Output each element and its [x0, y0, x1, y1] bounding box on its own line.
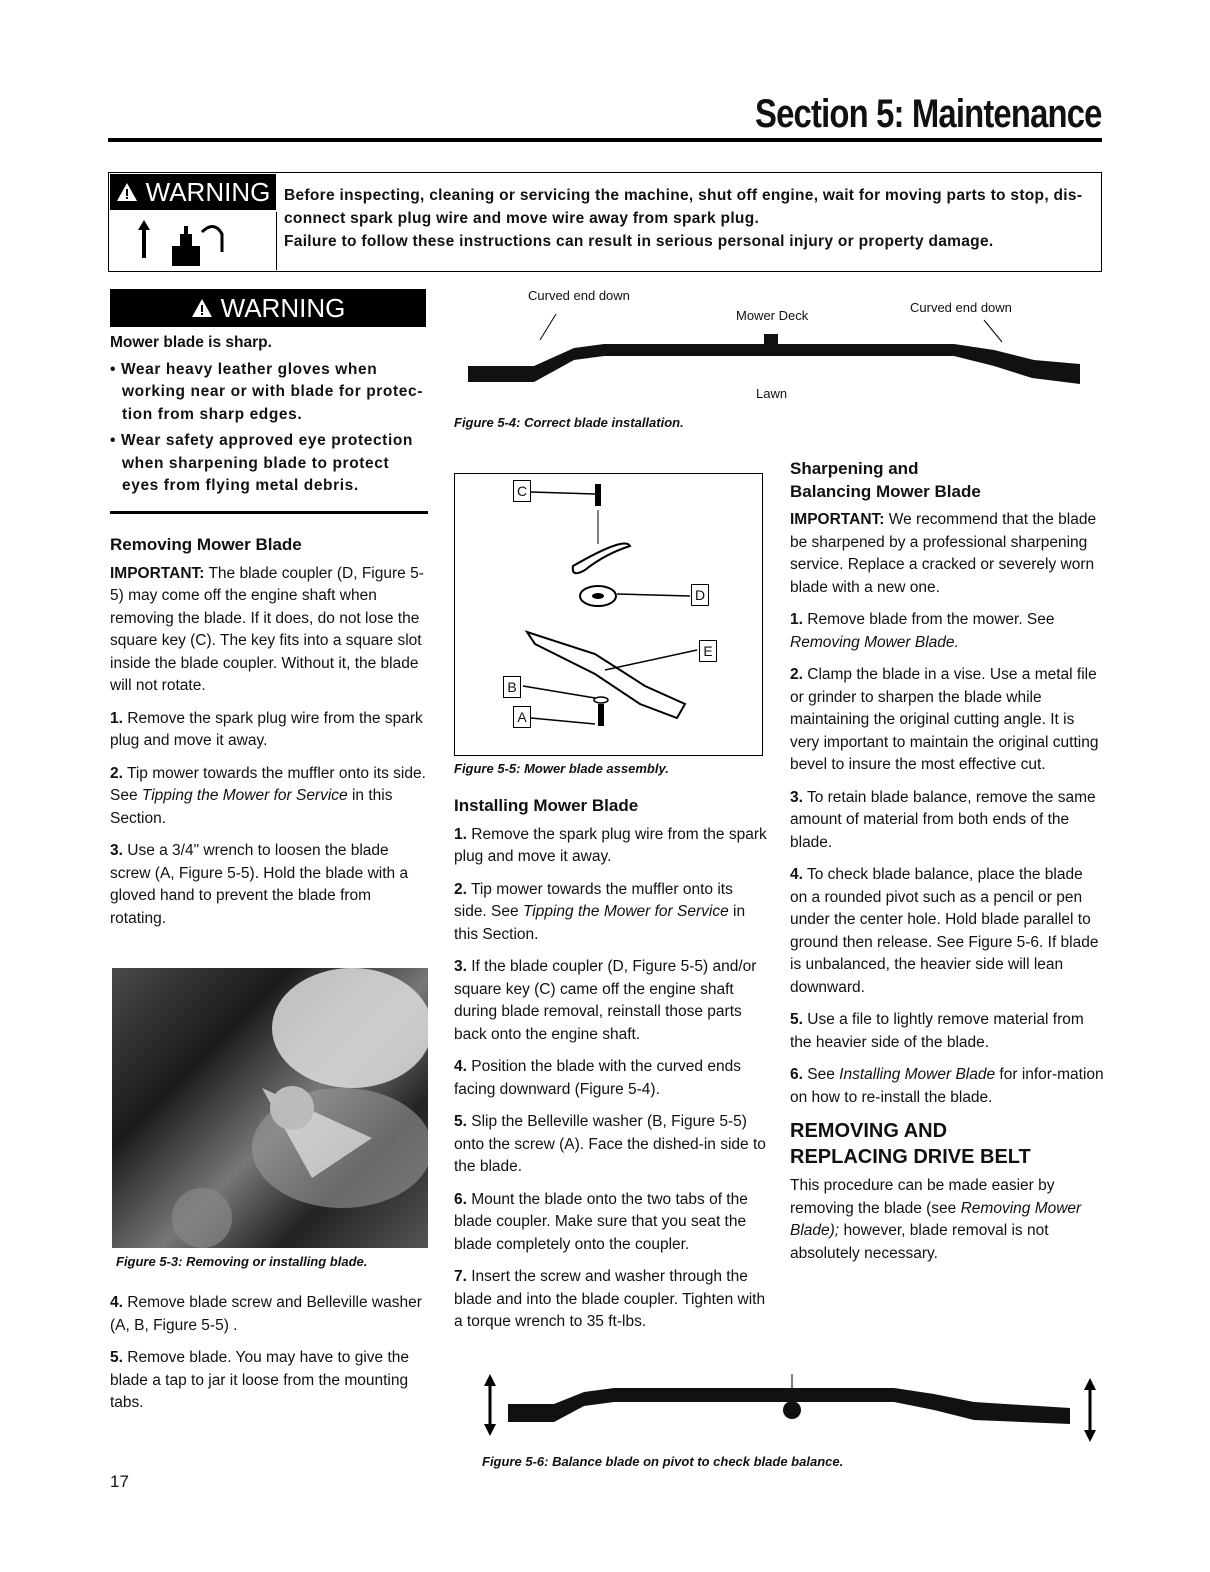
step-number: 1. — [454, 825, 467, 843]
step-number: 2. — [790, 666, 803, 683]
callout-a: A — [513, 706, 531, 728]
cross-reference: Removing Mower Blade); — [790, 1199, 1082, 1239]
sharpening-step-3 — [790, 787, 1104, 855]
step-text: Tip mower towards the muffler onto its side. See — [454, 880, 733, 920]
page-number: 17 — [110, 1472, 129, 1491]
step-text: Insert the screw and washer through the blade and into the blade coupler. Tighten with a torque wrench to 35 ft-lbs. — [454, 1268, 766, 1330]
warning-bullet-2: • Wear safety approved eye protection when sharpening blade to protect eyes from flying metal debris. — [110, 432, 413, 494]
step-text: Slip the Belleville washer (B, Figure 5-5) onto the screw (A). Face the dished-in side to the blade. — [454, 1113, 766, 1175]
installing-step-6 — [454, 1189, 768, 1257]
figure-5-3-photo — [112, 968, 428, 1248]
step-number: 5. — [454, 1113, 467, 1130]
warning-line-2: Failure to follow these instructions can result in serious personal injury or property damage. — [284, 233, 994, 250]
figure-5-6-caption: Figure 5-6: Balance blade on pivot to check blade balance. — [482, 1454, 844, 1469]
removing-section-cont — [110, 1292, 430, 1425]
step-text: Use a file to lightly remove material from the heavier side of the blade. — [790, 1011, 1084, 1051]
body-text: This procedure can be made easier by removing the blade (see — [790, 1177, 1055, 1217]
sharpening-step-6 — [790, 1064, 1104, 1109]
installing-step-2 — [454, 879, 768, 947]
warning-label-text: WARNING — [145, 176, 271, 207]
warning-line-1: Before inspecting, cleaning or servicing the machine, shut off engine, wait for moving parts to stop, dis-connect spark plug wire and move wire away from spark plug. — [284, 187, 1083, 227]
step-text: Remove blade. You may have to give the blade a tap to jar it loose from the mounting tabs. — [110, 1349, 410, 1411]
step-text: Mount the blade onto the two tabs of the blade coupler. Make sure that you seat the blade completely onto the coupler. — [454, 1190, 748, 1253]
callout-c: C — [513, 480, 531, 502]
sharpening-heading-1: Sharpening and — [790, 459, 919, 478]
drive-belt-text — [790, 1175, 1104, 1265]
warning-label-top — [110, 174, 276, 210]
warning-divider — [110, 511, 428, 514]
step-number: 3. — [454, 958, 467, 975]
warning-bullet-1: • Wear heavy leather gloves when working near or with blade for protec-tion from sharp edges. — [110, 360, 423, 423]
warning-blade-heading: Mower blade is sharp. — [110, 334, 272, 351]
step-text: To retain blade balance, remove the same amount of material from both ends of the blade. — [790, 788, 1096, 851]
figure-5-4-caption: Figure 5-4: Correct blade installation. — [454, 415, 684, 430]
cross-reference: Tipping the Mower for Service — [141, 787, 348, 804]
step-number: 3. — [110, 842, 123, 859]
removing-step-1 — [110, 708, 430, 753]
warning-triangle-icon — [116, 182, 138, 202]
drive-belt-heading-1: REMOVING AND — [790, 1120, 948, 1142]
step-text: Remove the spark plug wire from the spark plug and move it away. — [454, 825, 767, 865]
figure-5-4 — [454, 286, 1104, 411]
warning-bullet-2-text: Wear safety approved eye protection when sharpening blade to protect eyes from flying metal debris. — [120, 432, 413, 494]
removing-section — [110, 534, 430, 940]
important-text: The blade coupler (D, Figure 5-5) may come off the engine shaft when removing the blade. If it does, do not lose the square key (C). The key fits into a square slot inside the blade coupler. Without it, the blade will not rotate. — [110, 564, 424, 694]
step-text: Remove blade from the mower. See — [807, 611, 1055, 628]
step-text: Use a 3/4" wrench to loosen the blade screw (A, Figure 5-5). Hold the blade with a gloved hand to prevent the blade from rotating. — [110, 842, 409, 927]
installing-step-4 — [454, 1056, 768, 1101]
step-text: To check blade balance, place the blade on a rounded pivot such as a pencil or pen under the center hole. Hold blade parallel to ground then release. See Figure 5-6. If blade is unbalanced, the heavier side will lean downward. — [790, 866, 1099, 996]
installing-section — [454, 795, 768, 1344]
label-curved-end-left: Curved end down — [528, 288, 630, 303]
step-number: 1. — [790, 611, 803, 628]
removing-step-4 — [110, 1292, 430, 1337]
step-number: 2. — [454, 880, 467, 898]
warning-text-top — [284, 184, 1096, 253]
step-number: 1. — [110, 709, 123, 727]
warning-triangle-icon — [191, 298, 213, 318]
step-number: 7. — [454, 1268, 467, 1285]
cross-reference: Tipping the Mower for Service — [522, 903, 729, 920]
removing-step-5 — [110, 1347, 430, 1415]
label-curved-end-right: Curved end down — [910, 300, 1012, 315]
sharpening-step-2 — [790, 664, 1104, 777]
page-title: Section 5: Maintenance — [755, 92, 1102, 136]
step-text: Remove the spark plug wire from the spark plug and move it away. — [110, 709, 423, 749]
body-text: however, blade removal is not absolutely necessary. — [790, 1222, 1049, 1262]
figure-5-6-balance-diagram — [474, 1374, 1110, 1448]
installing-step-7 — [454, 1266, 768, 1334]
step-text: in this Section. — [454, 903, 746, 943]
step-number: 4. — [790, 866, 803, 883]
step-text: If the blade coupler (D, Figure 5-5) and/or square key (C) came off the engine shaft during blade removal, reinstall those parts back onto the engine shaft. — [454, 958, 757, 1043]
removing-heading: Removing Mower Blade — [110, 535, 302, 554]
step-number: 5. — [790, 1011, 803, 1028]
step-text: for infor-mation on how to re-install the blade. — [790, 1066, 1104, 1106]
step-text: Position the blade with the curved ends facing downward (Figure 5-4). — [454, 1058, 741, 1098]
important-label: IMPORTANT: — [110, 564, 205, 582]
figure-5-3-caption: Figure 5-3: Removing or installing blade. — [116, 1254, 368, 1269]
removing-step-2 — [110, 763, 430, 831]
callout-d: D — [691, 584, 709, 606]
warning-label-text: WARNING — [220, 292, 346, 323]
sharpening-important — [790, 509, 1104, 599]
step-text: Tip mower towards the muffler onto its side. See — [110, 764, 426, 804]
warning-blade-text — [110, 332, 428, 498]
blade-assembly-diagram — [455, 474, 762, 755]
step-text: Remove blade screw and Belleville washer (A, B, Figure 5-5) . — [110, 1294, 422, 1334]
step-number: 6. — [454, 1190, 467, 1208]
step-text: See — [807, 1066, 835, 1083]
step-number: 3. — [790, 788, 803, 806]
sharpening-heading-2: Balancing Mower Blade — [790, 481, 981, 501]
step-number: 4. — [110, 1294, 123, 1311]
sharpening-step-1 — [790, 609, 1104, 654]
cross-reference: Installing Mower Blade — [839, 1066, 996, 1083]
step-text: in this Section. — [110, 787, 393, 827]
cross-reference: Removing Mower Blade. — [790, 633, 959, 651]
blade-side-view — [454, 286, 1104, 411]
step-number: 2. — [110, 764, 123, 782]
drive-belt-heading-2: REPLACING DRIVE BELT — [790, 1146, 1031, 1168]
callout-e: E — [699, 640, 717, 662]
important-label: IMPORTANT: — [790, 511, 885, 528]
sharpening-step-5 — [790, 1009, 1104, 1054]
installing-step-3 — [454, 956, 768, 1046]
removing-step-3 — [110, 840, 430, 930]
figure-5-5 — [454, 473, 763, 756]
label-mower-deck: Mower Deck — [736, 308, 809, 323]
warning-label-blade — [110, 289, 426, 327]
title-rule — [108, 138, 1102, 142]
installing-heading: Installing Mower Blade — [454, 796, 639, 815]
label-lawn: Lawn — [756, 386, 788, 401]
step-number: 6. — [790, 1066, 803, 1083]
step-text: Clamp the blade in a vise. Use a metal file or grinder to sharpen the blade while maintaining the original cutting angle. It is very important to maintain the original cutting bevel to insure the most effective cut. — [790, 666, 1099, 773]
sharpening-step-4 — [790, 864, 1104, 999]
sharpening-section — [790, 458, 1104, 1275]
installing-step-5 — [454, 1111, 768, 1179]
warning-bullet-1-text: Wear heavy leather gloves when working near or with blade for protec-tion from sharp edges. — [120, 360, 423, 423]
removing-important — [110, 563, 430, 698]
callout-b: B — [503, 676, 521, 698]
important-text: We recommend that the blade be sharpened by a professional sharpening service. Replace a cracked or severely worn blade with a new one. — [790, 511, 1097, 596]
step-number: 5. — [110, 1349, 123, 1366]
figure-5-5-caption: Figure 5-5: Mower blade assembly. — [454, 761, 669, 776]
step-number: 4. — [454, 1058, 467, 1075]
spark-plug-disconnect-icon — [110, 212, 277, 270]
installing-step-1 — [454, 824, 768, 869]
